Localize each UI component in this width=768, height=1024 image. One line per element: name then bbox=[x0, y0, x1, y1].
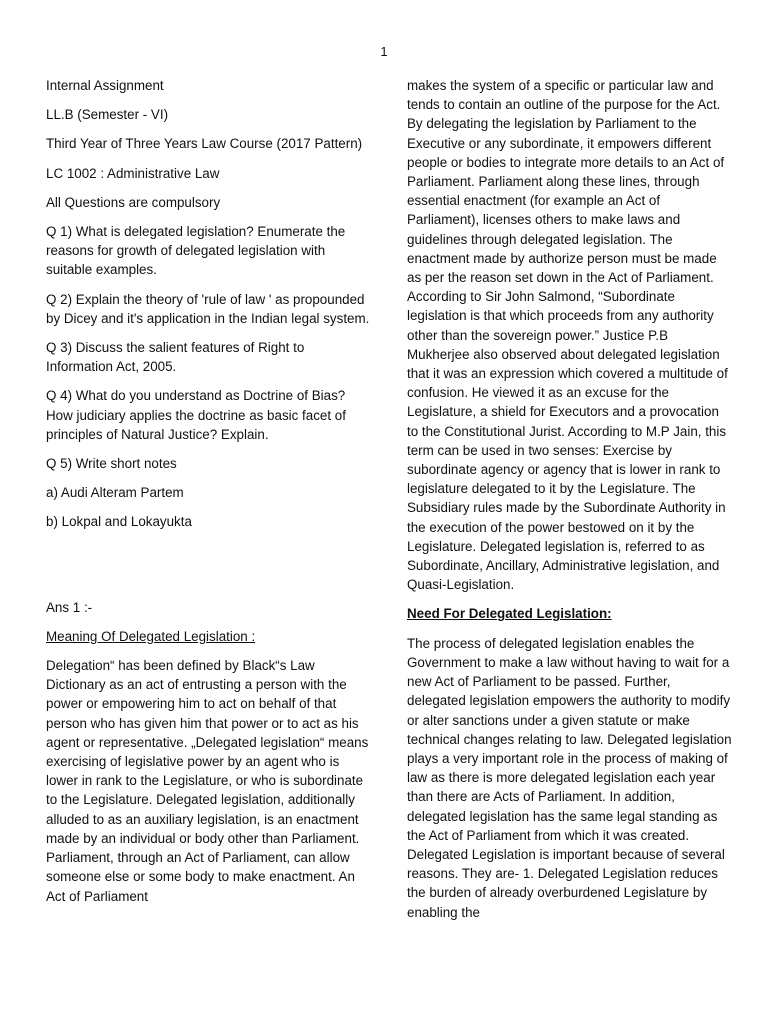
subject-code: LC 1002 : Administrative Law bbox=[46, 165, 220, 181]
question-2: Q 2) Explain the theory of 'rule of law ' as propounded by Dicey and it's application in the Indian legal system. bbox=[46, 291, 370, 326]
meaning-paragraph: Delegation“ has been defined by Black“s Law Dictionary as an act of entrusting a person with the power or empowering him to act on behalf of that person who has given him that power or to act as his agent or representative. „Delegated legislation“ means exercising of legislative power by an agent who is lower in rank to the Legislature, or who is subordinate to the Legislature. Delegated legislation, additionally alluded to as an auxiliary legislation, is an enactment made by an individual or body other than Parliament. Parliament, through an Act of Parliament, can allow someone else or some body to make enactment. An Act of Parliament bbox=[46, 658, 369, 904]
question-5a: a) Audi Alteram Partem bbox=[46, 485, 184, 501]
question-5b: b) Lokpal and Lokayukta bbox=[46, 514, 192, 530]
need-heading: Need For Delegated Legislation: bbox=[407, 606, 612, 622]
page-number: 1 bbox=[380, 44, 388, 59]
answer-label: Ans 1 :- bbox=[46, 599, 93, 615]
question-5: Q 5) Write short notes bbox=[46, 456, 177, 472]
question-4: Q 4) What do you understand as Doctrine of Bias? How judiciary applies the doctrine as basic facet of principles of Natural Justice? Explain. bbox=[46, 388, 346, 442]
continuation-paragraph: makes the system of a specific or particular law and tends to contain an outline of the purpose for the Act. By delegating the legislation by Parliament to the Executive or any subordinate, it empowers different people or bodies to integrate more details to an Act of Parliament. Parliament along these lines, through essential enactment (for example an Act of Parliament), licenses others to make laws and guidelines through delegated legislation. The enactment made by authorize person must be made as per the reason set down in the Act of Parliament. According to Sir John Salmond, “Subordinate legislation is that which proceeds from any authority other than the sovereign power.” Justice P.B Mukherjee also observed about delegated legislation that it was an expression which covered a multitude of confusion. He viewed it as an excuse for the Legislature, a shield for Executors and a provocation to the Constitutional Jurist. According to M.P Jain, this term can be used in two senses: Exercise by subordinate agency or agency that is lower in rank to legislature delegated to it by the Legislature. The Subsidiary rules made by the Subordinate Authority in the execution of the power bestowed on it by the Legislature. Delegated legislation is, referred to as Subordinate, Ancillary, Administrative legislation, and Quasi-Legislation. bbox=[407, 78, 728, 593]
assignment-title: Internal Assignment bbox=[46, 78, 164, 93]
course-name: LL.B (Semester - VI) bbox=[46, 107, 169, 123]
right-column bbox=[407, 76, 732, 922]
need-paragraph: The process of delegated legislation enables the Government to make a law without having to wait for a new Act of Parliament to be passed. Further, delegated legislation empowers the authority to modify or alter sanctions under a given statute or make technical changes relating to law. Delegated legislation plays a very important role in the process of making of law as there is more delegated legislation each year than there are Acts of Parliament. In addition, delegated legislation has the same legal standing as the Act of Parliament from which it was created. Delegated Legislation is important because of several reasons. They are- 1. Delegated Legislation reduces the burden of already overburdened Legislature by enabling the bbox=[407, 635, 732, 920]
left-column bbox=[46, 76, 371, 906]
meaning-heading: Meaning Of Delegated Legislation : bbox=[46, 628, 256, 644]
instruction: All Questions are compulsory bbox=[46, 194, 221, 210]
question-1: Q 1) What is delegated legislation? Enumerate the reasons for growth of delegated legislation with suitable examples. bbox=[46, 224, 346, 278]
course-year: Third Year of Three Years Law Course (2017 Pattern) bbox=[46, 136, 363, 152]
question-3: Q 3) Discuss the salient features of Right to Information Act, 2005. bbox=[46, 340, 305, 375]
